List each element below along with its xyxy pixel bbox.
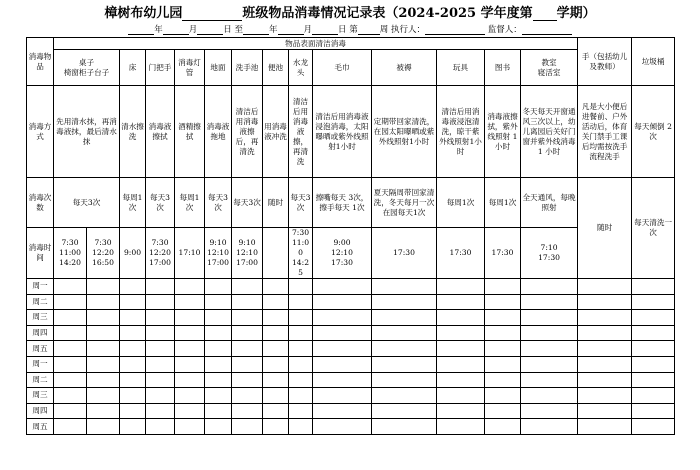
- freq-cell: 擦嘴每天 3次，擦手每天 1次: [313, 178, 372, 228]
- year2-blank[interactable]: [243, 24, 269, 35]
- record-cell[interactable]: [146, 294, 175, 310]
- record-cell[interactable]: [632, 403, 675, 419]
- record-cell[interactable]: [632, 325, 675, 341]
- record-cell[interactable]: [175, 419, 205, 435]
- record-cell[interactable]: [146, 388, 175, 404]
- record-cell[interactable]: [146, 325, 175, 341]
- record-cell[interactable]: [437, 419, 485, 435]
- record-cell[interactable]: [289, 310, 313, 326]
- week-row: [27, 403, 675, 419]
- time-cell: 7:10 17:30: [521, 228, 578, 279]
- record-cell[interactable]: [578, 388, 632, 404]
- record-cell[interactable]: [313, 388, 372, 404]
- record-cell[interactable]: [87, 341, 120, 357]
- record-cell[interactable]: [485, 419, 521, 435]
- executor-blank[interactable]: [425, 24, 485, 35]
- day2-blank[interactable]: [312, 24, 338, 35]
- record-cell[interactable]: [87, 372, 120, 388]
- record-cell[interactable]: [521, 325, 578, 341]
- weekday-label: 周五: [27, 341, 54, 357]
- record-cell[interactable]: [313, 341, 372, 357]
- record-cell[interactable]: [54, 341, 87, 357]
- time-cell: [263, 228, 289, 279]
- freq-cell: 每天3次: [54, 178, 120, 228]
- record-cell[interactable]: [175, 325, 205, 341]
- record-cell[interactable]: [146, 279, 175, 295]
- record-cell[interactable]: [372, 403, 437, 419]
- col-header: 消毒灯管: [175, 50, 205, 86]
- record-cell[interactable]: [485, 356, 521, 372]
- month2-label: 月: [303, 25, 313, 35]
- record-cell[interactable]: [437, 372, 485, 388]
- time-cell: 9:00 12:10 17:30: [313, 228, 372, 279]
- weekday-label: 周四: [27, 325, 54, 341]
- record-cell[interactable]: [120, 419, 146, 435]
- method-cell: 定期带回家清洗，在园太阳曝晒或紫外线照射1小时: [372, 86, 437, 178]
- record-cell[interactable]: [232, 419, 263, 435]
- date-line: [0, 23, 700, 35]
- method-cell: 清洁后用消毒液浸泡消毒，太阳曝晒或紫外线照射1小时: [313, 86, 372, 178]
- week-pre-label: 第: [349, 25, 358, 35]
- record-cell[interactable]: [437, 403, 485, 419]
- week-row: [27, 325, 675, 341]
- hand-header: 手（包括幼儿及教师）: [578, 38, 632, 86]
- time-cell: 17:30: [437, 228, 485, 279]
- record-cell[interactable]: [313, 403, 372, 419]
- record-cell[interactable]: [437, 388, 485, 404]
- record-cell[interactable]: [232, 403, 263, 419]
- record-cell[interactable]: [120, 325, 146, 341]
- record-cell[interactable]: [146, 419, 175, 435]
- record-cell[interactable]: [372, 356, 437, 372]
- record-cell[interactable]: [263, 279, 289, 295]
- method-cell: 冬天每天开窗通风三次以上，幼儿离园后关好门窗并紫外线消毒 1 小时: [521, 86, 578, 178]
- freq-label: 消毒次数: [27, 178, 54, 228]
- time-cell: 9:10 12:10 17:00: [232, 228, 263, 279]
- record-cell[interactable]: [175, 372, 205, 388]
- freq-row: [27, 178, 675, 228]
- record-cell[interactable]: [521, 388, 578, 404]
- week-post-label: 周: [379, 25, 389, 35]
- disinfection-table: [26, 37, 675, 435]
- kindergarten-name: 樟树布幼儿园: [104, 6, 183, 21]
- time-cell: 7:30 11:00 14:20: [54, 228, 87, 279]
- record-cell[interactable]: [120, 372, 146, 388]
- week-blank[interactable]: [358, 24, 380, 35]
- record-cell[interactable]: [120, 403, 146, 419]
- record-cell[interactable]: [263, 403, 289, 419]
- title-suffix: 学期）: [556, 6, 596, 21]
- record-cell[interactable]: [87, 356, 120, 372]
- month-blank[interactable]: [163, 24, 189, 35]
- record-cell[interactable]: [437, 325, 485, 341]
- record-cell[interactable]: [632, 341, 675, 357]
- record-cell[interactable]: [632, 310, 675, 326]
- record-cell[interactable]: [120, 279, 146, 295]
- executor-label: 执行人：: [390, 25, 425, 35]
- record-cell[interactable]: [205, 372, 232, 388]
- record-cell[interactable]: [205, 388, 232, 404]
- record-cell[interactable]: [263, 419, 289, 435]
- time-cell: 7:30 12:20 16:50: [87, 228, 120, 279]
- weekday-label: 周三: [27, 310, 54, 326]
- record-cell[interactable]: [372, 294, 437, 310]
- surface-group-header: 物品表面清洁消毒: [54, 38, 578, 50]
- weekday-label: 周三: [27, 388, 54, 404]
- record-cell[interactable]: [313, 372, 372, 388]
- year2-label: 年: [269, 25, 278, 35]
- record-cell[interactable]: [146, 310, 175, 326]
- record-cell[interactable]: [578, 310, 632, 326]
- record-cell[interactable]: [232, 325, 263, 341]
- week-row: [27, 419, 675, 435]
- record-cell[interactable]: [54, 325, 87, 341]
- col-header: 床: [120, 50, 146, 86]
- freq-cell: 随时: [263, 178, 289, 228]
- time-cell: 17:10: [175, 228, 205, 279]
- record-cell[interactable]: [289, 419, 313, 435]
- record-cell[interactable]: [485, 279, 521, 295]
- record-cell[interactable]: [521, 419, 578, 435]
- semester-blank[interactable]: [533, 8, 557, 21]
- record-cell[interactable]: [632, 279, 675, 295]
- week-row: [27, 372, 675, 388]
- record-cell[interactable]: [289, 341, 313, 357]
- month2-blank[interactable]: [278, 24, 304, 35]
- method-cell: 凡是大小便后进餐前、户外活动后，体育关门禁手工课后均需按洗手流程洗手: [578, 86, 632, 178]
- record-cell[interactable]: [289, 388, 313, 404]
- year-blank[interactable]: [128, 24, 154, 35]
- record-cell[interactable]: [437, 310, 485, 326]
- week-row: [27, 341, 675, 357]
- record-cell[interactable]: [485, 403, 521, 419]
- record-cell[interactable]: [146, 372, 175, 388]
- record-cell[interactable]: [205, 294, 232, 310]
- record-cell[interactable]: [578, 341, 632, 357]
- record-cell[interactable]: [232, 372, 263, 388]
- header-row: [27, 50, 675, 86]
- record-cell[interactable]: [205, 325, 232, 341]
- method-cell: 先用清水抹，再消毒液抹，最后清水抹: [54, 86, 120, 178]
- record-cell[interactable]: [232, 279, 263, 295]
- record-cell[interactable]: [87, 325, 120, 341]
- record-cell[interactable]: [485, 372, 521, 388]
- record-cell[interactable]: [578, 403, 632, 419]
- record-cell[interactable]: [175, 403, 205, 419]
- record-cell[interactable]: [437, 279, 485, 295]
- record-cell[interactable]: [205, 341, 232, 357]
- week-row: [27, 310, 675, 326]
- time-row: [27, 228, 675, 279]
- record-cell[interactable]: [263, 341, 289, 357]
- record-cell[interactable]: [521, 403, 578, 419]
- record-cell[interactable]: [313, 294, 372, 310]
- record-cell[interactable]: [146, 341, 175, 357]
- day2-label: 日: [338, 25, 347, 35]
- record-cell[interactable]: [578, 279, 632, 295]
- col-header: 水龙头: [289, 50, 313, 86]
- record-cell[interactable]: [87, 294, 120, 310]
- method-cell: 每天倾倒 2 次: [632, 86, 675, 178]
- record-cell[interactable]: [578, 419, 632, 435]
- record-cell[interactable]: [289, 356, 313, 372]
- record-cell[interactable]: [146, 403, 175, 419]
- record-cell[interactable]: [372, 388, 437, 404]
- record-cell[interactable]: [87, 279, 120, 295]
- record-cell[interactable]: [437, 341, 485, 357]
- freq-cell: 每周1次: [485, 178, 521, 228]
- record-cell[interactable]: [263, 388, 289, 404]
- title-main: 班级物品消毒情况记录表（2024-2025 学年度第: [242, 6, 533, 21]
- record-cell[interactable]: [120, 310, 146, 326]
- record-cell[interactable]: [372, 372, 437, 388]
- record-cell[interactable]: [205, 403, 232, 419]
- record-cell[interactable]: [372, 341, 437, 357]
- record-cell[interactable]: [313, 310, 372, 326]
- time-label: 消毒时间: [27, 228, 54, 279]
- record-cell[interactable]: [54, 372, 87, 388]
- record-cell[interactable]: [485, 341, 521, 357]
- record-cell[interactable]: [54, 294, 87, 310]
- method-cell: 清水擦洗: [120, 86, 146, 178]
- record-cell[interactable]: [289, 279, 313, 295]
- record-cell[interactable]: [521, 341, 578, 357]
- col-header: 地面: [205, 50, 232, 86]
- method-cell: 消毒液擦拭，紫外线照射 1小时: [485, 86, 521, 178]
- method-cell: 清洁后用消毒液擦，再清洗: [289, 86, 313, 178]
- record-cell[interactable]: [87, 310, 120, 326]
- record-cell[interactable]: [485, 325, 521, 341]
- record-cell[interactable]: [632, 372, 675, 388]
- time-cell: 17:30: [485, 228, 521, 279]
- supervisor-blank[interactable]: [522, 24, 572, 35]
- record-cell[interactable]: [632, 356, 675, 372]
- record-cell[interactable]: [263, 356, 289, 372]
- method-cell: 消毒液拖地: [205, 86, 232, 178]
- header-row: [27, 38, 675, 50]
- time-cell: 9:10 12:10 17:00: [205, 228, 232, 279]
- freq-cell: 每天清洗一次: [632, 178, 675, 279]
- record-cell[interactable]: [485, 310, 521, 326]
- col-header: 图书: [485, 50, 521, 86]
- record-cell[interactable]: [54, 279, 87, 295]
- record-cell[interactable]: [175, 341, 205, 357]
- record-cell[interactable]: [87, 388, 120, 404]
- weekday-label: 周二: [27, 294, 54, 310]
- col-header-desk: 桌子 椅窗柜子台子: [54, 50, 120, 86]
- month-label: 月: [188, 25, 198, 35]
- freq-cell: 全天通风，每晚照射: [521, 178, 578, 228]
- freq-cell: 每天3次: [232, 178, 263, 228]
- col-header: 洗手池: [232, 50, 263, 86]
- record-cell[interactable]: [578, 325, 632, 341]
- record-cell[interactable]: [372, 419, 437, 435]
- freq-cell: 每周1次: [120, 178, 146, 228]
- record-cell[interactable]: [54, 388, 87, 404]
- week-row: [27, 356, 675, 372]
- record-cell[interactable]: [205, 356, 232, 372]
- freq-cell: 每天3次: [146, 178, 175, 228]
- week-row: [27, 279, 675, 295]
- record-cell[interactable]: [54, 419, 87, 435]
- record-cell[interactable]: [437, 294, 485, 310]
- record-cell[interactable]: [205, 279, 232, 295]
- day-blank[interactable]: [197, 24, 223, 35]
- freq-cell: 随时: [578, 178, 632, 279]
- trash-header: 垃圾桶: [632, 38, 675, 86]
- item-label-cell: 消毒物品: [27, 38, 54, 86]
- col-header: 被褥: [372, 50, 437, 86]
- weekday-label: 周四: [27, 403, 54, 419]
- record-cell[interactable]: [120, 341, 146, 357]
- record-cell[interactable]: [232, 388, 263, 404]
- col-header: 便池: [263, 50, 289, 86]
- record-cell[interactable]: [521, 310, 578, 326]
- time-cell: 17:30: [372, 228, 437, 279]
- record-cell[interactable]: [578, 294, 632, 310]
- supervisor-label: 监督人：: [487, 25, 522, 35]
- col-header: 教室 寝活室: [521, 50, 578, 86]
- record-cell[interactable]: [437, 356, 485, 372]
- record-cell[interactable]: [146, 356, 175, 372]
- time-cell: 7:30 12:20 17:00: [146, 228, 175, 279]
- weekday-label: 周一: [27, 279, 54, 295]
- class-blank[interactable]: [182, 8, 242, 21]
- record-cell[interactable]: [232, 341, 263, 357]
- record-cell[interactable]: [521, 356, 578, 372]
- record-cell[interactable]: [205, 310, 232, 326]
- col-header: 毛巾: [313, 50, 372, 86]
- freq-cell: 每天3次: [289, 178, 313, 228]
- record-cell[interactable]: [313, 356, 372, 372]
- method-label: 消毒方式: [27, 86, 54, 178]
- record-cell[interactable]: [485, 388, 521, 404]
- method-cell: 酒精擦拭: [175, 86, 205, 178]
- record-cell[interactable]: [54, 403, 87, 419]
- record-cell[interactable]: [54, 310, 87, 326]
- time-cell: 7:30 11:00 14:25: [289, 228, 313, 279]
- record-cell[interactable]: [232, 294, 263, 310]
- record-cell[interactable]: [263, 310, 289, 326]
- record-cell[interactable]: [485, 294, 521, 310]
- record-cell[interactable]: [313, 325, 372, 341]
- col-header: 门把手: [146, 50, 175, 86]
- record-cell[interactable]: [578, 356, 632, 372]
- time-cell: 9:00: [120, 228, 146, 279]
- page-title: [0, 2, 700, 21]
- method-row: [27, 86, 675, 178]
- record-cell[interactable]: [175, 356, 205, 372]
- record-cell[interactable]: [263, 372, 289, 388]
- col-header: 玩具: [437, 50, 485, 86]
- week-row: [27, 294, 675, 310]
- record-cell[interactable]: [120, 294, 146, 310]
- freq-cell: 每周1次: [437, 178, 485, 228]
- record-cell[interactable]: [632, 294, 675, 310]
- record-cell[interactable]: [205, 419, 232, 435]
- record-cell[interactable]: [87, 403, 120, 419]
- record-cell[interactable]: [175, 294, 205, 310]
- week-row: [27, 388, 675, 404]
- day-to-label: 日 至: [223, 25, 243, 35]
- record-cell[interactable]: [289, 325, 313, 341]
- method-cell: 清洁后用消毒液浸泡清洗，晾干紫外线照射1小时: [437, 86, 485, 178]
- weekday-label: 周一: [27, 356, 54, 372]
- year-label: 年: [154, 25, 163, 35]
- freq-cell: 夏天隔周带回家清洗，冬天每月一次在园每天1次: [372, 178, 437, 228]
- record-cell[interactable]: [263, 325, 289, 341]
- record-cell[interactable]: [289, 372, 313, 388]
- method-cell: 清洁后用消毒液擦后，再清洗: [232, 86, 263, 178]
- method-cell: 用消毒液冲洗: [263, 86, 289, 178]
- freq-cell: 每天3次: [205, 178, 232, 228]
- record-cell[interactable]: [289, 403, 313, 419]
- record-cell[interactable]: [632, 419, 675, 435]
- record-cell[interactable]: [313, 419, 372, 435]
- record-cell[interactable]: [289, 294, 313, 310]
- record-cell[interactable]: [521, 279, 578, 295]
- record-cell[interactable]: [175, 279, 205, 295]
- weekday-label: 周五: [27, 419, 54, 435]
- record-cell[interactable]: [232, 356, 263, 372]
- method-cell: 消毒液擦拭: [146, 86, 175, 178]
- record-cell[interactable]: [263, 294, 289, 310]
- record-cell[interactable]: [175, 388, 205, 404]
- record-cell[interactable]: [120, 388, 146, 404]
- record-cell[interactable]: [120, 356, 146, 372]
- record-cell[interactable]: [54, 356, 87, 372]
- record-cell[interactable]: [313, 279, 372, 295]
- record-cell[interactable]: [372, 279, 437, 295]
- record-cell[interactable]: [175, 310, 205, 326]
- record-cell[interactable]: [521, 372, 578, 388]
- record-cell[interactable]: [87, 419, 120, 435]
- record-cell[interactable]: [372, 310, 437, 326]
- record-cell[interactable]: [578, 372, 632, 388]
- record-cell[interactable]: [632, 388, 675, 404]
- record-cell[interactable]: [232, 310, 263, 326]
- record-cell[interactable]: [372, 325, 437, 341]
- freq-cell: 每周1次: [175, 178, 205, 228]
- record-cell[interactable]: [521, 294, 578, 310]
- weekday-label: 周二: [27, 372, 54, 388]
